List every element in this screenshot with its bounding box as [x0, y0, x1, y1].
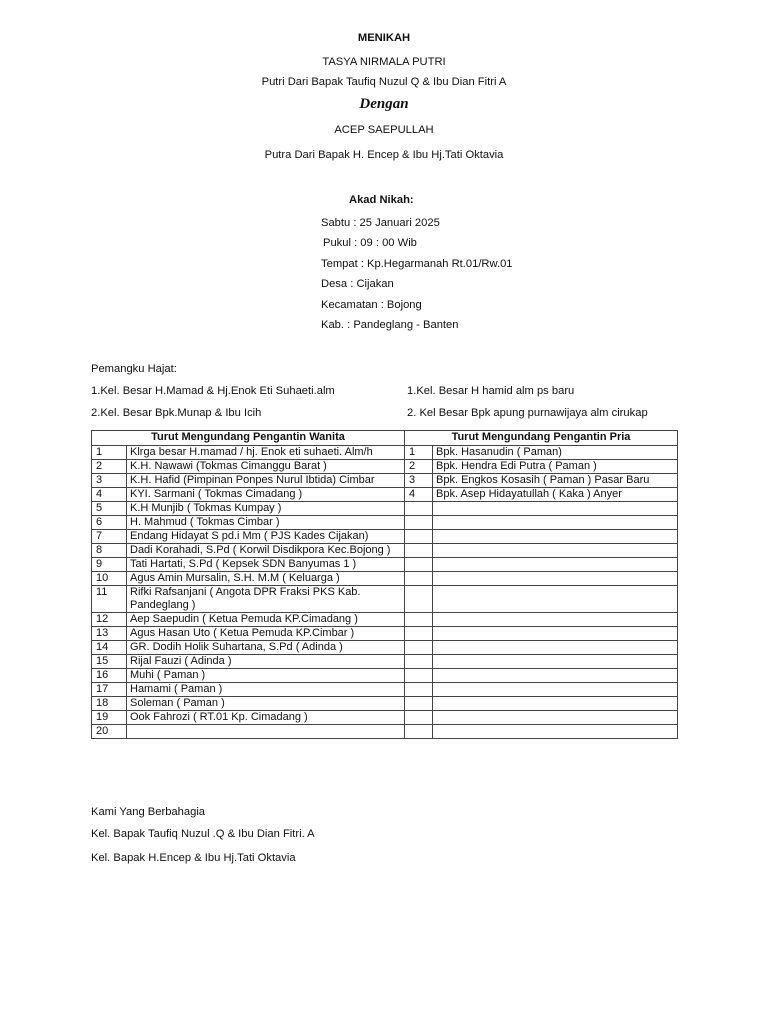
- groom-side-guest: Bpk. Asep Hidayatullah ( Kaka ) Anyer: [433, 488, 678, 502]
- groom-side-number: 1: [405, 446, 433, 460]
- bride-side-guest: Soleman ( Paman ): [127, 697, 405, 711]
- bride-side-guest: Rifki Rafsanjani ( Angota DPR Fraksi PKS Kab. Pandeglang ): [127, 586, 405, 613]
- groom-side-guest: [433, 613, 678, 627]
- table-row: [92, 683, 678, 697]
- groom-side-number: [405, 572, 433, 586]
- bride-side-number: 9: [92, 558, 127, 572]
- groom-side-number: [405, 711, 433, 725]
- groom-side-guest: [433, 711, 678, 725]
- closing-greeting: Kami Yang Berbahagia: [91, 806, 206, 818]
- pemangku-left-1: 1.Kel. Besar H.Mamad & Hj.Enok Eti Suhaeti.alm: [91, 385, 335, 397]
- header-groom-side: Turut Mengundang Pengantin Pria: [405, 431, 678, 446]
- groom-side-guest: [433, 683, 678, 697]
- groom-side-number: [405, 683, 433, 697]
- groom-side-number: [405, 530, 433, 544]
- table-row: [92, 544, 678, 558]
- guest-table-body: [92, 446, 678, 739]
- bride-side-number: 10: [92, 572, 127, 586]
- table-row: [92, 558, 678, 572]
- groom-side-number: [405, 586, 433, 613]
- bride-side-guest: Muhi ( Paman ): [127, 669, 405, 683]
- bride-side-number: 17: [92, 683, 127, 697]
- table-header-row: [92, 431, 678, 446]
- table-row: [92, 572, 678, 586]
- groom-side-number: [405, 655, 433, 669]
- table-row: [92, 697, 678, 711]
- bride-parents: Putri Dari Bapak Taufiq Nuzul Q & Ibu Dian Fitri A: [261, 76, 507, 88]
- groom-side-guest: [433, 725, 678, 739]
- closing-family-bride: Kel. Bapak Taufiq Nuzul .Q & Ibu Dian Fitri. A: [91, 828, 315, 840]
- groom-name: ACEP SAEPULLAH: [334, 124, 434, 136]
- groom-side-number: [405, 613, 433, 627]
- bride-side-number: 20: [92, 725, 127, 739]
- bride-side-number: 8: [92, 544, 127, 558]
- bride-side-number: 14: [92, 641, 127, 655]
- akad-regency: Kab. : Pandeglang - Banten: [321, 319, 459, 331]
- bride-side-number: 5: [92, 502, 127, 516]
- groom-side-number: 4: [405, 488, 433, 502]
- bride-side-number: 16: [92, 669, 127, 683]
- groom-side-guest: [433, 544, 678, 558]
- bride-side-guest: Dadi Korahadi, S.Pd ( Korwil Disdikpora Kec.Bojong ): [127, 544, 405, 558]
- groom-side-guest: [433, 641, 678, 655]
- table-row: [92, 530, 678, 544]
- groom-side-guest: [433, 572, 678, 586]
- groom-side-guest: Bpk. Hendra Edi Putra ( Paman ): [433, 460, 678, 474]
- bride-side-guest: Tati Hartati, S.Pd ( Kepsek SDN Banyumas 1 ): [127, 558, 405, 572]
- table-row: [92, 641, 678, 655]
- akad-place: Tempat : Kp.Hegarmanah Rt.01/Rw.01: [321, 258, 513, 270]
- bride-side-guest: Rijal Fauzi ( Adinda ): [127, 655, 405, 669]
- table-row: [92, 669, 678, 683]
- table-row: [92, 613, 678, 627]
- bride-side-number: 6: [92, 516, 127, 530]
- bride-side-number: 4: [92, 488, 127, 502]
- groom-side-guest: [433, 586, 678, 613]
- groom-side-guest: [433, 655, 678, 669]
- bride-side-number: 12: [92, 613, 127, 627]
- pemangku-right-1: 1.Kel. Besar H hamid alm ps baru: [407, 385, 575, 397]
- bride-side-guest: GR. Dodih Holik Suhartana, S.Pd ( Adinda ): [127, 641, 405, 655]
- bride-side-number: 13: [92, 627, 127, 641]
- pemangku-heading: Pemangku Hajat:: [91, 363, 177, 375]
- groom-parents: Putra Dari Bapak H. Encep & Ibu Hj.Tati Oktavia: [264, 149, 504, 161]
- table-row: [92, 488, 678, 502]
- groom-side-number: [405, 516, 433, 530]
- groom-side-guest: [433, 627, 678, 641]
- bride-side-number: 11: [92, 586, 127, 613]
- bride-side-number: 1: [92, 446, 127, 460]
- groom-side-guest: [433, 530, 678, 544]
- akad-village: Desa : Cijakan: [321, 278, 394, 290]
- bride-side-guest: Aep Saepudin ( Ketua Pemuda KP.Cimadang ): [127, 613, 405, 627]
- bride-side-guest: [127, 725, 405, 739]
- bride-side-guest: Endang Hidayat S pd.i Mm ( PJS Kades Cijakan): [127, 530, 405, 544]
- bride-side-guest: K.H. Nawawi (Tokmas Cimanggu Barat ): [127, 460, 405, 474]
- table-row: [92, 725, 678, 739]
- bride-side-number: 7: [92, 530, 127, 544]
- bride-side-number: 2: [92, 460, 127, 474]
- bride-side-guest: Agus Amin Mursalin, S.H. M.M ( Keluarga ): [127, 572, 405, 586]
- groom-side-guest: Bpk. Engkos Kosasih ( Paman ) Pasar Baru: [433, 474, 678, 488]
- groom-side-number: [405, 544, 433, 558]
- bride-side-number: 15: [92, 655, 127, 669]
- table-row: [92, 460, 678, 474]
- akad-time: Pukul : 09 : 00 Wib: [323, 237, 417, 249]
- groom-side-guest: [433, 558, 678, 572]
- pemangku-left-2: 2.Kel. Besar Bpk.Munap & Ibu Icih: [91, 407, 262, 419]
- bride-side-guest: K.H Munjib ( Tokmas Kumpay ): [127, 502, 405, 516]
- bride-side-guest: Klrga besar H.mamad / hj. Enok eti suhaeti. Alm/h: [127, 446, 405, 460]
- groom-side-guest: Bpk. Hasanudin ( Paman): [433, 446, 678, 460]
- groom-side-number: [405, 641, 433, 655]
- bride-side-guest: Agus Hasan Uto ( Ketua Pemuda KP.Cimbar ): [127, 627, 405, 641]
- bride-side-guest: H. Mahmud ( Tokmas Cimbar ): [127, 516, 405, 530]
- groom-side-number: [405, 558, 433, 572]
- bride-name: TASYA NIRMALA PUTRI: [322, 56, 446, 68]
- groom-side-guest: [433, 697, 678, 711]
- groom-side-guest: [433, 516, 678, 530]
- bride-side-guest: Hamami ( Paman ): [127, 683, 405, 697]
- groom-side-guest: [433, 669, 678, 683]
- groom-side-number: 2: [405, 460, 433, 474]
- groom-side-number: [405, 669, 433, 683]
- bride-side-guest: Ook Fahrozi ( RT.01 Kp. Cimadang ): [127, 711, 405, 725]
- bride-side-number: 18: [92, 697, 127, 711]
- table-row: [92, 516, 678, 530]
- table-row: [92, 502, 678, 516]
- table-row: [92, 655, 678, 669]
- akad-district: Kecamatan : Bojong: [321, 299, 422, 311]
- document-title: MENIKAH: [357, 32, 411, 44]
- bride-side-guest: K.H. Hafid (Pimpinan Ponpes Nurul Ibtida) Cimbar: [127, 474, 405, 488]
- bride-side-number: 19: [92, 711, 127, 725]
- pemangku-right-2: 2. Kel Besar Bpk apung purnawijaya alm cirukap: [407, 407, 648, 419]
- groom-side-number: [405, 502, 433, 516]
- table-row: [92, 711, 678, 725]
- groom-side-number: [405, 725, 433, 739]
- bride-side-guest: KYI. Sarmani ( Tokmas Cimadang ): [127, 488, 405, 502]
- connector-text: Dengan: [359, 96, 409, 112]
- guest-table: [91, 430, 678, 739]
- groom-side-guest: [433, 502, 678, 516]
- table-row: [92, 586, 678, 613]
- groom-side-number: 3: [405, 474, 433, 488]
- groom-side-number: [405, 697, 433, 711]
- header-bride-side: Turut Mengundang Pengantin Wanita: [92, 431, 405, 446]
- table-row: [92, 627, 678, 641]
- table-row: [92, 446, 678, 460]
- akad-heading: Akad Nikah:: [349, 194, 414, 206]
- closing-family-groom: Kel. Bapak H.Encep & Ibu Hj.Tati Oktavia: [91, 852, 296, 864]
- akad-day: Sabtu : 25 Januari 2025: [321, 217, 440, 229]
- bride-side-number: 3: [92, 474, 127, 488]
- table-row: [92, 474, 678, 488]
- groom-side-number: [405, 627, 433, 641]
